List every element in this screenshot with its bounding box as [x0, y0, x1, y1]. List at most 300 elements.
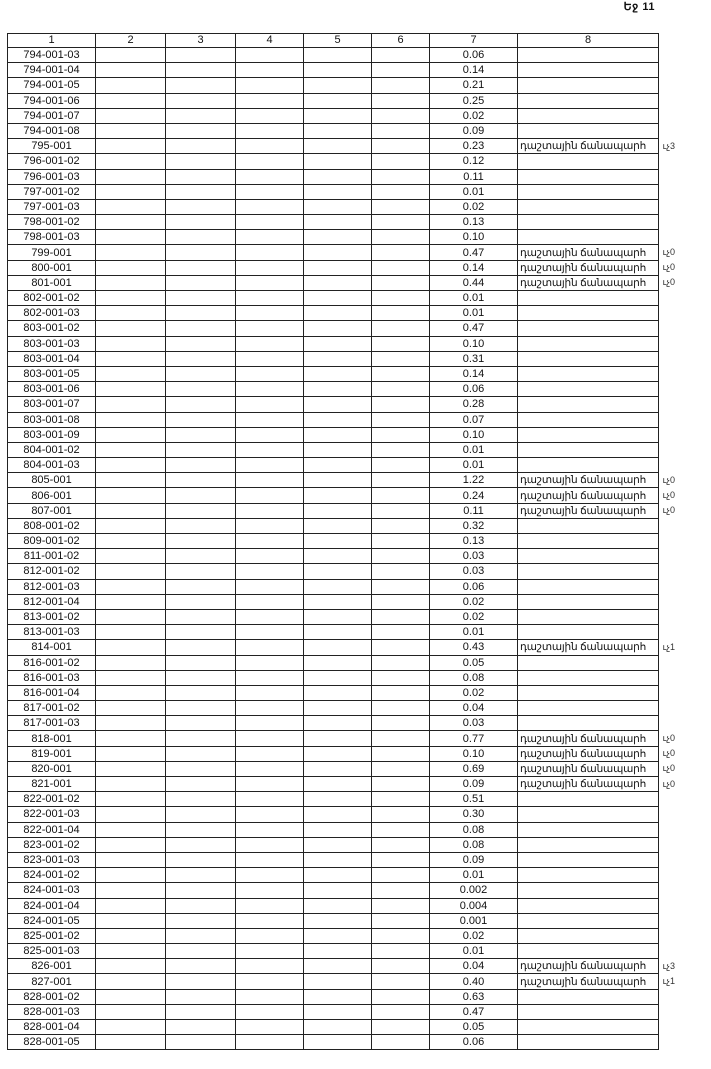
parcel-code-cell: 795-001	[8, 139, 96, 154]
empty-cell	[166, 518, 236, 533]
empty-cell	[236, 777, 304, 792]
parcel-code-cell: 799-001	[8, 245, 96, 260]
land-type-cell	[518, 944, 659, 959]
empty-cell	[372, 488, 430, 503]
empty-cell	[236, 336, 304, 351]
empty-cell	[304, 868, 372, 883]
area-value-cell: 0.12	[430, 154, 518, 169]
empty-cell	[304, 609, 372, 624]
empty-cell	[304, 48, 372, 63]
area-value-cell: 0.24	[430, 488, 518, 503]
table-row	[8, 291, 659, 306]
empty-cell	[236, 412, 304, 427]
column-header: 8	[518, 34, 659, 48]
row-suffix-mark: ւչ0	[662, 778, 676, 789]
empty-cell	[96, 640, 166, 655]
parcel-code-cell: 796-001-02	[8, 154, 96, 169]
empty-cell	[236, 78, 304, 93]
empty-cell	[304, 518, 372, 533]
empty-cell	[236, 366, 304, 381]
table-row	[8, 579, 659, 594]
empty-cell	[236, 503, 304, 518]
empty-cell	[304, 777, 372, 792]
empty-cell	[166, 731, 236, 746]
area-value-cell: 0.47	[430, 1004, 518, 1019]
parcel-code-cell: 828-001-05	[8, 1035, 96, 1050]
empty-cell	[304, 1035, 372, 1050]
table-row	[8, 609, 659, 624]
empty-cell	[304, 807, 372, 822]
empty-cell	[166, 291, 236, 306]
column-header: 7	[430, 34, 518, 48]
land-type-cell: դաշտային ճանապարհ	[518, 640, 659, 655]
empty-cell	[96, 534, 166, 549]
parcel-code-cell: 822-001-03	[8, 807, 96, 822]
empty-cell	[96, 625, 166, 640]
land-type-cell: դաշտային ճանապարհ	[518, 959, 659, 974]
empty-cell	[236, 701, 304, 716]
table-row	[8, 564, 659, 579]
empty-cell	[304, 63, 372, 78]
empty-cell	[166, 245, 236, 260]
empty-cell	[372, 564, 430, 579]
empty-cell	[236, 974, 304, 989]
empty-cell	[96, 199, 166, 214]
area-value-cell: 0.004	[430, 898, 518, 913]
empty-cell	[304, 883, 372, 898]
table-row	[8, 184, 659, 199]
empty-cell	[372, 503, 430, 518]
parcel-code-cell: 803-001-04	[8, 351, 96, 366]
empty-cell	[96, 579, 166, 594]
empty-cell	[96, 944, 166, 959]
empty-cell	[236, 93, 304, 108]
empty-cell	[304, 245, 372, 260]
empty-cell	[166, 1035, 236, 1050]
parcel-code-cell: 805-001	[8, 473, 96, 488]
empty-cell	[166, 868, 236, 883]
empty-cell	[166, 594, 236, 609]
area-value-cell: 0.02	[430, 199, 518, 214]
parcel-code-cell: 824-001-05	[8, 913, 96, 928]
area-value-cell: 0.11	[430, 169, 518, 184]
table-row	[8, 701, 659, 716]
table-row	[8, 1004, 659, 1019]
empty-cell	[372, 1035, 430, 1050]
land-type-cell	[518, 852, 659, 867]
land-type-cell	[518, 625, 659, 640]
empty-cell	[372, 427, 430, 442]
parcel-code-cell: 802-001-03	[8, 306, 96, 321]
area-value-cell: 0.08	[430, 822, 518, 837]
parcel-code-cell: 828-001-02	[8, 989, 96, 1004]
area-value-cell: 0.02	[430, 594, 518, 609]
empty-cell	[236, 139, 304, 154]
empty-cell	[304, 731, 372, 746]
table-row	[8, 139, 659, 154]
empty-cell	[166, 685, 236, 700]
empty-cell	[236, 549, 304, 564]
empty-cell	[166, 655, 236, 670]
empty-cell	[96, 169, 166, 184]
parcel-code-cell: 828-001-03	[8, 1004, 96, 1019]
empty-cell	[166, 93, 236, 108]
table-row	[8, 746, 659, 761]
empty-cell	[96, 701, 166, 716]
empty-cell	[96, 731, 166, 746]
empty-cell	[372, 1004, 430, 1019]
land-type-cell	[518, 549, 659, 564]
table-row	[8, 792, 659, 807]
land-type-cell	[518, 291, 659, 306]
area-value-cell: 1.22	[430, 473, 518, 488]
empty-cell	[236, 442, 304, 457]
table-row	[8, 852, 659, 867]
land-type-cell	[518, 230, 659, 245]
area-value-cell: 0.01	[430, 458, 518, 473]
empty-cell	[372, 382, 430, 397]
land-type-cell	[518, 594, 659, 609]
land-type-cell	[518, 1020, 659, 1035]
table-row	[8, 427, 659, 442]
table-row	[8, 731, 659, 746]
empty-cell	[304, 199, 372, 214]
land-type-cell	[518, 397, 659, 412]
header-row	[8, 34, 659, 48]
table-row	[8, 716, 659, 731]
empty-cell	[304, 93, 372, 108]
empty-cell	[304, 852, 372, 867]
parcel-code-cell: 794-001-06	[8, 93, 96, 108]
empty-cell	[236, 245, 304, 260]
land-type-cell	[518, 701, 659, 716]
land-type-cell	[518, 928, 659, 943]
area-value-cell: 0.08	[430, 670, 518, 685]
empty-cell	[304, 1020, 372, 1035]
empty-cell	[236, 655, 304, 670]
area-value-cell: 0.43	[430, 640, 518, 655]
empty-cell	[96, 397, 166, 412]
parcel-code-cell: 823-001-03	[8, 852, 96, 867]
empty-cell	[372, 959, 430, 974]
empty-cell	[166, 974, 236, 989]
area-value-cell: 0.01	[430, 868, 518, 883]
empty-cell	[96, 336, 166, 351]
empty-cell	[96, 245, 166, 260]
empty-cell	[96, 837, 166, 852]
land-type-cell	[518, 382, 659, 397]
empty-cell	[372, 944, 430, 959]
empty-cell	[372, 230, 430, 245]
row-suffix-mark: ւչ0	[662, 262, 676, 273]
empty-cell	[166, 48, 236, 63]
empty-cell	[96, 442, 166, 457]
empty-cell	[236, 230, 304, 245]
empty-cell	[304, 366, 372, 381]
empty-cell	[166, 959, 236, 974]
area-value-cell: 0.40	[430, 974, 518, 989]
land-type-cell	[518, 837, 659, 852]
empty-cell	[236, 594, 304, 609]
table-row	[8, 245, 659, 260]
empty-cell	[96, 594, 166, 609]
empty-cell	[96, 260, 166, 275]
empty-cell	[166, 260, 236, 275]
empty-cell	[166, 336, 236, 351]
table-row	[8, 412, 659, 427]
table-row	[8, 230, 659, 245]
empty-cell	[304, 108, 372, 123]
empty-cell	[304, 594, 372, 609]
empty-cell	[96, 898, 166, 913]
empty-cell	[166, 215, 236, 230]
empty-cell	[236, 852, 304, 867]
empty-cell	[96, 230, 166, 245]
table-row	[8, 1035, 659, 1050]
empty-cell	[236, 199, 304, 214]
empty-cell	[236, 807, 304, 822]
empty-cell	[372, 199, 430, 214]
parcel-code-cell: 804-001-03	[8, 458, 96, 473]
area-value-cell: 0.09	[430, 123, 518, 138]
parcel-code-cell: 821-001	[8, 777, 96, 792]
row-suffix-mark: ւչ1	[662, 641, 676, 652]
empty-cell	[304, 321, 372, 336]
column-header: 1	[8, 34, 96, 48]
table-row	[8, 944, 659, 959]
empty-cell	[372, 397, 430, 412]
land-type-cell	[518, 1004, 659, 1019]
empty-cell	[96, 716, 166, 731]
empty-cell	[96, 275, 166, 290]
empty-cell	[96, 321, 166, 336]
empty-cell	[236, 260, 304, 275]
empty-cell	[304, 169, 372, 184]
parcel-code-cell: 824-001-02	[8, 868, 96, 883]
land-type-cell	[518, 215, 659, 230]
area-value-cell: 0.09	[430, 777, 518, 792]
table-row	[8, 761, 659, 776]
empty-cell	[304, 685, 372, 700]
empty-cell	[166, 792, 236, 807]
parcel-code-cell: 828-001-04	[8, 1020, 96, 1035]
empty-cell	[304, 822, 372, 837]
empty-cell	[96, 382, 166, 397]
empty-cell	[236, 215, 304, 230]
parcel-code-cell: 797-001-02	[8, 184, 96, 199]
empty-cell	[304, 837, 372, 852]
table-row	[8, 473, 659, 488]
empty-cell	[372, 761, 430, 776]
empty-cell	[166, 412, 236, 427]
empty-cell	[304, 351, 372, 366]
empty-cell	[236, 898, 304, 913]
empty-cell	[96, 564, 166, 579]
parcel-code-cell: 803-001-09	[8, 427, 96, 442]
empty-cell	[96, 154, 166, 169]
empty-cell	[236, 488, 304, 503]
empty-cell	[166, 427, 236, 442]
empty-cell	[96, 139, 166, 154]
empty-cell	[96, 123, 166, 138]
empty-cell	[304, 944, 372, 959]
empty-cell	[166, 473, 236, 488]
area-value-cell: 0.04	[430, 701, 518, 716]
empty-cell	[236, 792, 304, 807]
parcel-code-cell: 794-001-07	[8, 108, 96, 123]
empty-cell	[96, 1004, 166, 1019]
area-value-cell: 0.30	[430, 807, 518, 822]
empty-cell	[96, 518, 166, 533]
empty-cell	[372, 640, 430, 655]
empty-cell	[166, 63, 236, 78]
empty-cell	[372, 139, 430, 154]
area-value-cell: 0.63	[430, 989, 518, 1004]
empty-cell	[166, 883, 236, 898]
empty-cell	[372, 306, 430, 321]
column-header: 3	[166, 34, 236, 48]
table-row	[8, 458, 659, 473]
empty-cell	[372, 442, 430, 457]
empty-cell	[372, 154, 430, 169]
empty-cell	[166, 1020, 236, 1035]
empty-cell	[236, 123, 304, 138]
row-suffix-mark: ւչ3	[662, 960, 676, 971]
table-row	[8, 959, 659, 974]
table-row	[8, 974, 659, 989]
empty-cell	[236, 685, 304, 700]
land-type-cell	[518, 427, 659, 442]
empty-cell	[304, 1004, 372, 1019]
empty-cell	[166, 488, 236, 503]
empty-cell	[96, 427, 166, 442]
parcel-code-cell: 801-001	[8, 275, 96, 290]
table-row	[8, 549, 659, 564]
table-row	[8, 336, 659, 351]
table-row	[8, 199, 659, 214]
area-value-cell: 0.32	[430, 518, 518, 533]
empty-cell	[96, 473, 166, 488]
empty-cell	[236, 397, 304, 412]
table-row	[8, 382, 659, 397]
empty-cell	[304, 230, 372, 245]
land-type-cell	[518, 442, 659, 457]
parcel-code-cell: 825-001-03	[8, 944, 96, 959]
land-type-cell	[518, 169, 659, 184]
parcel-code-cell: 806-001	[8, 488, 96, 503]
empty-cell	[304, 488, 372, 503]
land-type-cell	[518, 716, 659, 731]
empty-cell	[166, 625, 236, 640]
parcel-code-cell: 804-001-02	[8, 442, 96, 457]
land-type-cell	[518, 123, 659, 138]
empty-cell	[372, 777, 430, 792]
empty-cell	[166, 761, 236, 776]
empty-cell	[236, 928, 304, 943]
land-type-cell	[518, 609, 659, 624]
area-value-cell: 0.01	[430, 306, 518, 321]
empty-cell	[304, 215, 372, 230]
empty-cell	[372, 898, 430, 913]
table-row	[8, 822, 659, 837]
land-type-cell: դաշտային ճանապարհ	[518, 777, 659, 792]
land-type-cell	[518, 48, 659, 63]
parcel-code-cell: 816-001-02	[8, 655, 96, 670]
area-value-cell: 0.05	[430, 1020, 518, 1035]
empty-cell	[166, 579, 236, 594]
empty-cell	[304, 564, 372, 579]
empty-cell	[96, 685, 166, 700]
empty-cell	[96, 63, 166, 78]
land-type-cell	[518, 655, 659, 670]
empty-cell	[236, 913, 304, 928]
empty-cell	[166, 382, 236, 397]
parcel-code-cell: 826-001	[8, 959, 96, 974]
empty-cell	[166, 123, 236, 138]
empty-cell	[304, 503, 372, 518]
empty-cell	[372, 366, 430, 381]
parcel-code-cell: 803-001-03	[8, 336, 96, 351]
parcel-code-cell: 794-001-04	[8, 63, 96, 78]
row-suffix-mark: ւչ3	[662, 140, 676, 151]
table-row	[8, 397, 659, 412]
empty-cell	[166, 397, 236, 412]
parcel-code-cell: 813-001-03	[8, 625, 96, 640]
empty-cell	[304, 974, 372, 989]
empty-cell	[372, 731, 430, 746]
parcel-code-cell: 802-001-02	[8, 291, 96, 306]
empty-cell	[236, 731, 304, 746]
empty-cell	[166, 154, 236, 169]
empty-cell	[96, 746, 166, 761]
table-row	[8, 518, 659, 533]
empty-cell	[372, 746, 430, 761]
empty-cell	[372, 48, 430, 63]
area-value-cell: 0.13	[430, 215, 518, 230]
empty-cell	[96, 458, 166, 473]
area-value-cell: 0.001	[430, 913, 518, 928]
land-type-cell	[518, 685, 659, 700]
table-row	[8, 123, 659, 138]
parcel-code-cell: 798-001-02	[8, 215, 96, 230]
empty-cell	[236, 427, 304, 442]
empty-cell	[166, 1004, 236, 1019]
area-value-cell: 0.01	[430, 625, 518, 640]
parcel-code-cell: 827-001	[8, 974, 96, 989]
row-suffix-mark: ւչ0	[662, 474, 676, 485]
empty-cell	[236, 169, 304, 184]
land-type-cell	[518, 883, 659, 898]
empty-cell	[372, 245, 430, 260]
land-type-cell	[518, 670, 659, 685]
empty-cell	[96, 108, 166, 123]
empty-cell	[236, 108, 304, 123]
empty-cell	[236, 564, 304, 579]
area-value-cell: 0.04	[430, 959, 518, 974]
parcel-code-cell: 794-001-03	[8, 48, 96, 63]
area-value-cell: 0.03	[430, 716, 518, 731]
empty-cell	[96, 928, 166, 943]
empty-cell	[166, 852, 236, 867]
table-row	[8, 169, 659, 184]
empty-cell	[166, 169, 236, 184]
table-row	[8, 366, 659, 381]
column-header: 5	[304, 34, 372, 48]
row-suffix-mark: ւչ0	[662, 763, 676, 774]
empty-cell	[96, 777, 166, 792]
empty-cell	[96, 989, 166, 1004]
land-type-cell	[518, 989, 659, 1004]
